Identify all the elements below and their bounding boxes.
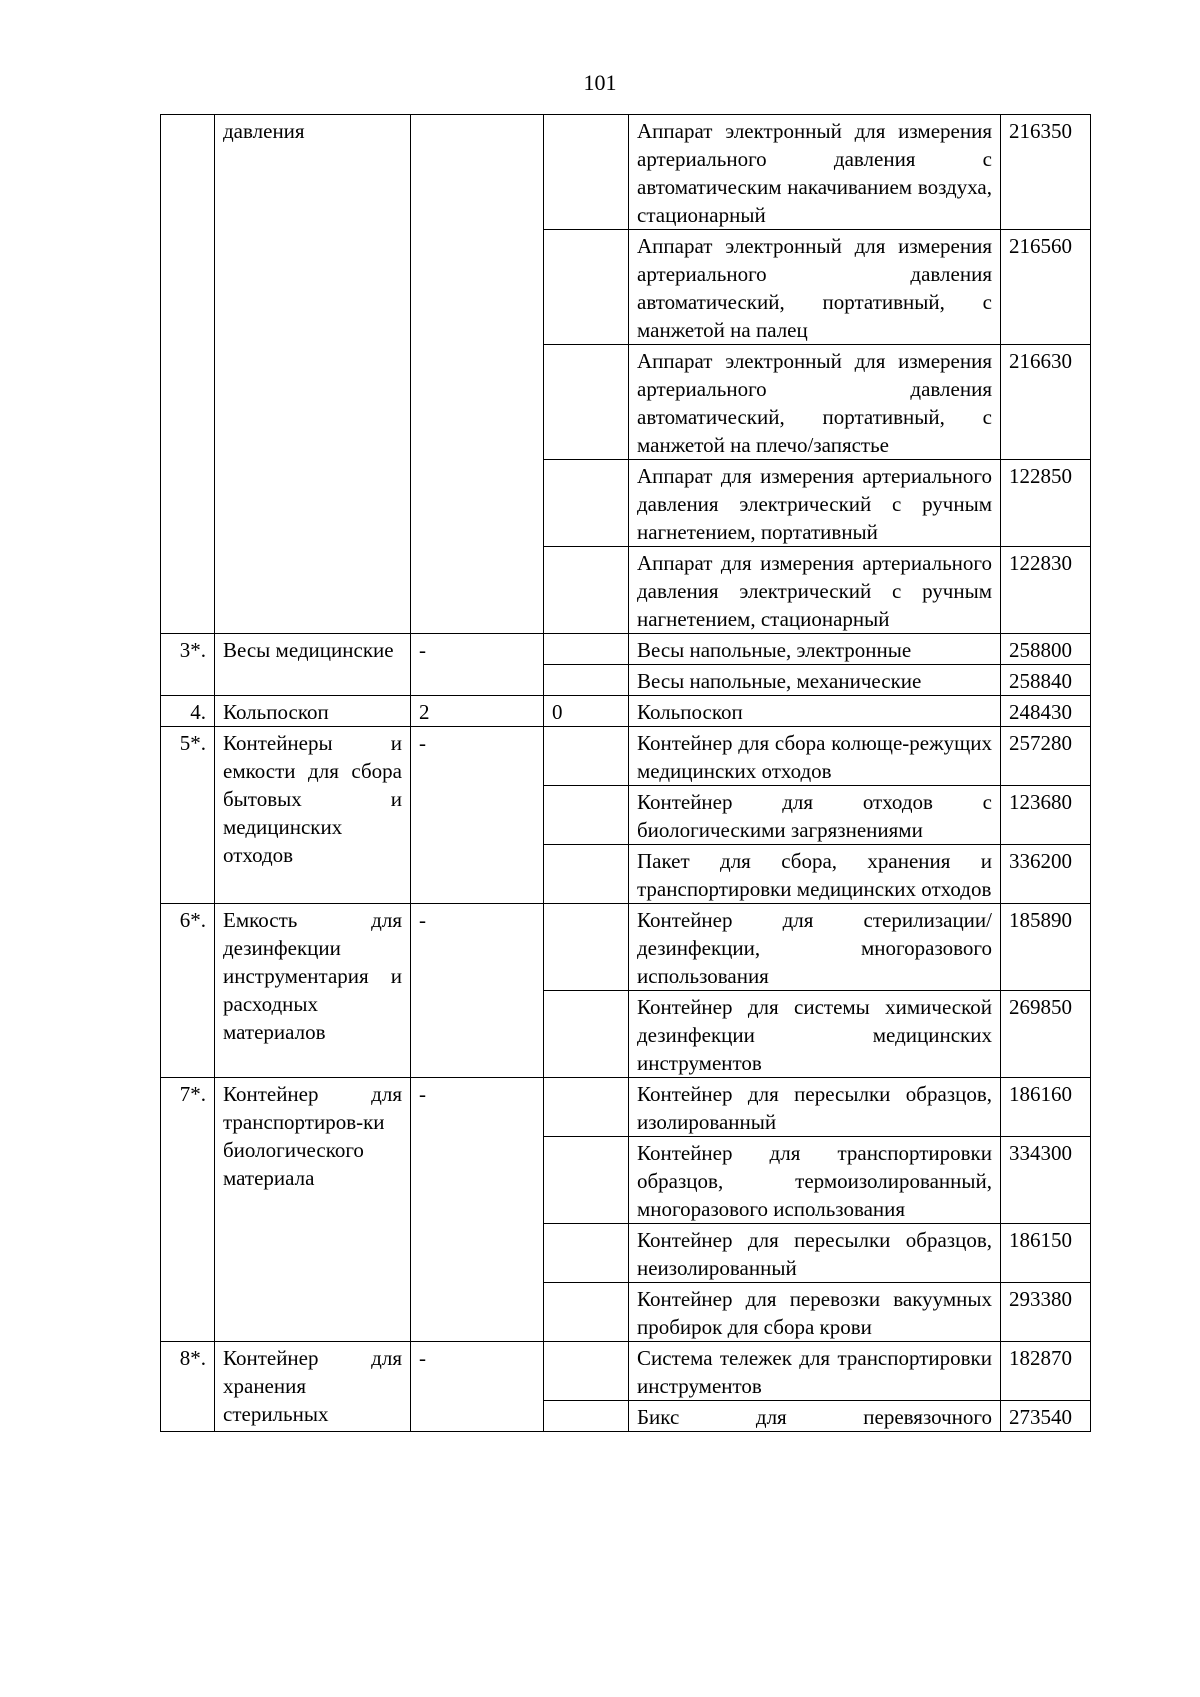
equipment-table [160, 114, 1091, 1432]
available-quantity [544, 665, 629, 696]
available-quantity [544, 115, 629, 230]
required-quantity [411, 115, 544, 634]
page-number: 101 [583, 70, 617, 95]
classifier-code: 122850 [1001, 460, 1091, 547]
available-quantity [544, 547, 629, 634]
device-description: Аппарат электронный для измерения артериального давления автоматический, портативный, с манжетой на палец [629, 230, 1001, 345]
device-description: Контейнер для транспортировки образцов, термоизолированный, многоразового использования [629, 1137, 1001, 1224]
classifier-code: 122830 [1001, 547, 1091, 634]
item-number: 7*. [161, 1078, 215, 1342]
device-description: Система тележек для транспортировки инструментов [629, 1342, 1001, 1401]
device-description: Пакет для сбора, хранения и транспортировки медицинских отходов [629, 845, 1001, 904]
device-description [629, 1401, 1001, 1432]
table-row [161, 115, 1091, 230]
device-description: Кольпоскоп [629, 696, 1001, 727]
device-description: Контейнер для отходов с биологическими загрязнениями [629, 786, 1001, 845]
required-quantity: 2 [411, 696, 544, 727]
item-number [161, 115, 215, 634]
table-row [161, 1342, 1091, 1401]
classifier-code: 336200 [1001, 845, 1091, 904]
classifier-code: 216350 [1001, 115, 1091, 230]
required-quantity: - [411, 1078, 544, 1342]
required-quantity: - [411, 904, 544, 1078]
item-number: 3*. [161, 634, 215, 696]
device-description: Контейнер для системы химической дезинфекции медицинских инструментов [629, 991, 1001, 1078]
device-description: Аппарат электронный для измерения артериального давления автоматический, портативный, с манжетой на плечо/запястье [629, 345, 1001, 460]
equipment-name: Весы медицинские [215, 634, 411, 696]
table-row [161, 634, 1091, 665]
classifier-code: 258800 [1001, 634, 1091, 665]
classifier-code: 269850 [1001, 991, 1091, 1078]
equipment-name: Контейнер для хранения стерильных [215, 1342, 411, 1432]
available-quantity [544, 460, 629, 547]
equipment-name: Емкость для дезинфекции инструментария и расходных материалов [215, 904, 411, 1078]
available-quantity [544, 845, 629, 904]
available-quantity [544, 904, 629, 991]
available-quantity [544, 1078, 629, 1137]
classifier-code: 182870 [1001, 1342, 1091, 1401]
required-quantity: - [411, 1342, 544, 1432]
table-row [161, 1078, 1091, 1137]
available-quantity [544, 345, 629, 460]
classifier-code: 186150 [1001, 1224, 1091, 1283]
available-quantity [544, 1137, 629, 1224]
table-row [161, 904, 1091, 991]
available-quantity [544, 230, 629, 345]
available-quantity [544, 727, 629, 786]
classifier-code: 258840 [1001, 665, 1091, 696]
item-number: 8*. [161, 1342, 215, 1432]
required-quantity: - [411, 634, 544, 696]
table-row [161, 696, 1091, 727]
available-quantity [544, 786, 629, 845]
device-description: Аппарат электронный для измерения артериального давления с автоматическим накачиванием воздуха, стационарный [629, 115, 1001, 230]
classifier-code: 334300 [1001, 1137, 1091, 1224]
device-description: Контейнер для пересылки образцов, неизолированный [629, 1224, 1001, 1283]
equipment-name: Контейнеры и емкости для сбора бытовых и медицинских отходов [215, 727, 411, 904]
device-description: Аппарат для измерения артериального давления электрический с ручным нагнетением, портативный [629, 460, 1001, 547]
device-description: Весы напольные, механические [629, 665, 1001, 696]
equipment-name: Контейнер для транспортиров-ки биологического материала [215, 1078, 411, 1342]
classifier-code: 248430 [1001, 696, 1091, 727]
available-quantity: 0 [544, 696, 629, 727]
item-number: 5*. [161, 727, 215, 904]
available-quantity [544, 1342, 629, 1401]
required-quantity: - [411, 727, 544, 904]
available-quantity [544, 1224, 629, 1283]
equipment-name: давления [215, 115, 411, 634]
classifier-code: 216560 [1001, 230, 1091, 345]
item-number: 4. [161, 696, 215, 727]
available-quantity [544, 1283, 629, 1342]
device-description: Контейнер для перевозки вакуумных пробирок для сбора крови [629, 1283, 1001, 1342]
classifier-code: 123680 [1001, 786, 1091, 845]
classifier-code: 293380 [1001, 1283, 1091, 1342]
table-row [161, 727, 1091, 786]
device-description: Аппарат для измерения артериального давления электрический с ручным нагнетением, стационарный [629, 547, 1001, 634]
equipment-name: Кольпоскоп [215, 696, 411, 727]
device-description-text: Бикс для перевязочного [637, 1405, 992, 1429]
device-description: Контейнер для пересылки образцов, изолированный [629, 1078, 1001, 1137]
available-quantity [544, 1401, 629, 1432]
classifier-code: 185890 [1001, 904, 1091, 991]
classifier-code: 216630 [1001, 345, 1091, 460]
device-description: Контейнер для стерилизации/дезинфекции, многоразового использования [629, 904, 1001, 991]
device-description: Контейнер для сбора колюще-режущих медицинских отходов [629, 727, 1001, 786]
classifier-code: 257280 [1001, 727, 1091, 786]
device-description: Весы напольные, электронные [629, 634, 1001, 665]
available-quantity [544, 634, 629, 665]
classifier-code: 273540 [1001, 1401, 1091, 1432]
equipment-table-body [161, 115, 1091, 1432]
classifier-code: 186160 [1001, 1078, 1091, 1137]
available-quantity [544, 991, 629, 1078]
item-number: 6*. [161, 904, 215, 1078]
